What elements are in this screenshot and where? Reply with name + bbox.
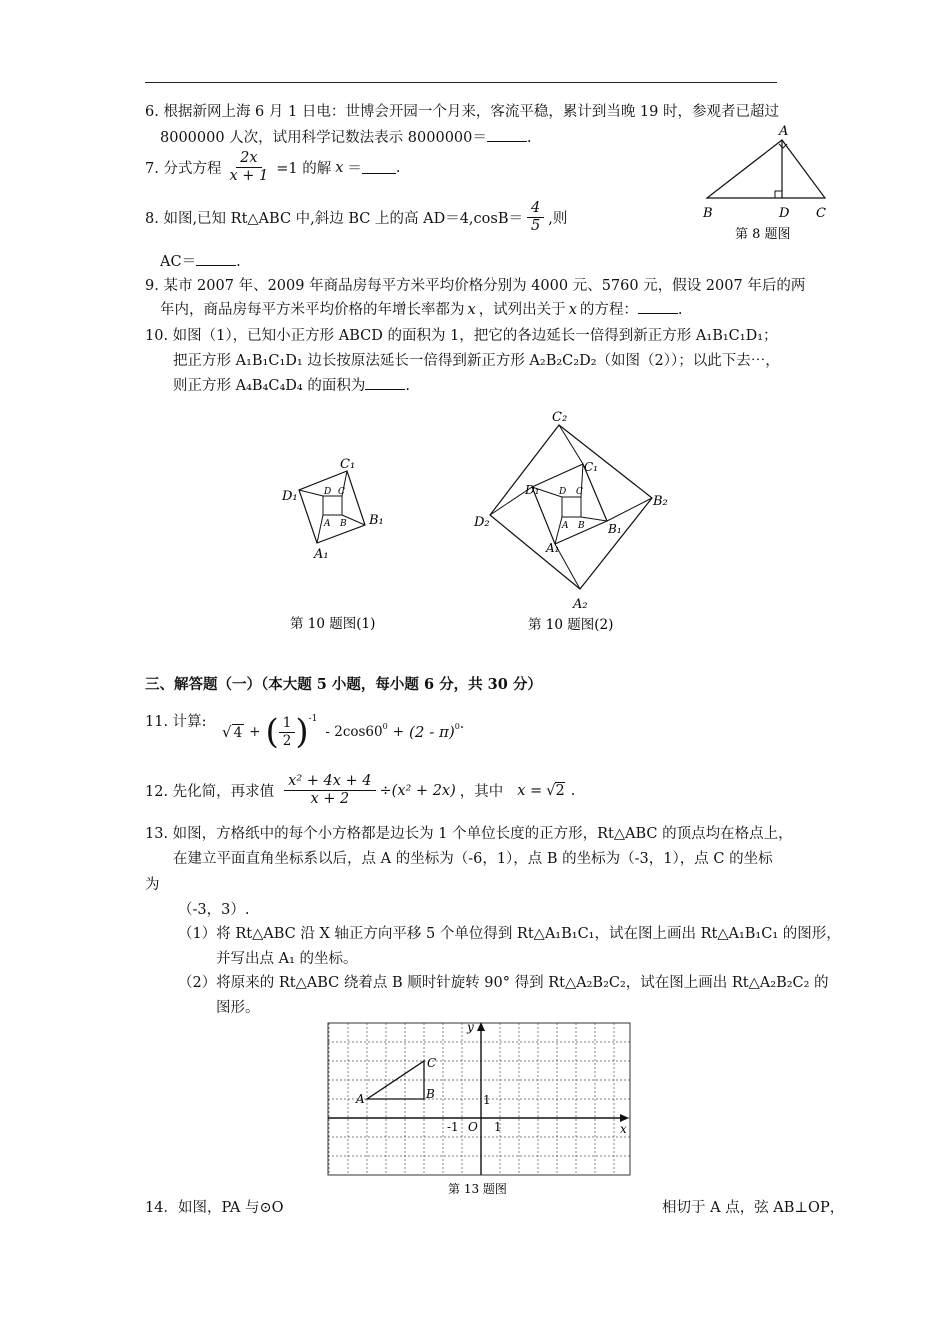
- q12-label: 12. 先化简，再求值: [145, 784, 275, 800]
- q7-fraction: [225, 150, 272, 185]
- q12-denominator: x + 2: [310, 791, 350, 807]
- fig8-label-b: B: [703, 206, 713, 221]
- q7-denominator: x + 1: [229, 168, 269, 184]
- q7-var: x: [335, 159, 344, 176]
- q6-line1: 6. 根据新网上海 6 月 1 日电：世博会开园一个月来，客流平稳，累计到当晚 19 时，参观者已超过: [145, 104, 779, 120]
- fig10a-label-b: B: [340, 519, 347, 529]
- q13-line3: 为: [145, 877, 160, 893]
- q13-part1b: 并写出点 A₁ 的坐标。: [216, 951, 358, 967]
- fig10b-label-c1: C₁: [584, 460, 598, 474]
- fig13-label-a: A: [356, 1092, 365, 1106]
- fig13-label-o: O: [468, 1120, 478, 1134]
- fig8-label-d: D: [779, 206, 790, 221]
- answer-blank: [638, 301, 678, 314]
- fig10a-label-a: A: [324, 519, 331, 529]
- section-3-title: 三、解答题（一）（本大题 5 小题，每小题 6 分，共 30 分）: [145, 676, 542, 693]
- q13-part1a: （1）将 Rt△ABC 沿 X 轴正方向平移 5 个单位得到 Rt△A₁B₁C₁，试在图上画出 Rt△A₁B₁C₁ 的图形，: [178, 926, 841, 942]
- fig8-label-a: A: [779, 124, 789, 139]
- fig13-caption: 第 13 题图: [448, 1182, 507, 1196]
- q11-paren: (2 - π): [409, 723, 455, 741]
- fig10b-label-c: C: [576, 487, 583, 497]
- q7-eq: ＝: [347, 161, 362, 177]
- q8-ac: AC＝: [160, 254, 197, 270]
- q11-dot: .: [459, 716, 465, 732]
- q13-line4: （-3，3）.: [178, 902, 250, 918]
- fig13-label-x: x: [620, 1122, 627, 1136]
- q7-mid: =1 的解: [276, 161, 332, 177]
- answer-blank: [365, 377, 405, 390]
- q12-division: ÷(x² + 2x): [379, 782, 456, 799]
- q9-end: .: [677, 302, 683, 318]
- q8: [145, 200, 567, 235]
- fig13-label-b: B: [426, 1087, 435, 1101]
- q7-end: .: [395, 159, 401, 176]
- q14-left: 14．如图，PA 与⊙O: [145, 1200, 284, 1216]
- q11-plus2: +: [392, 724, 405, 740]
- q13-line1: 13. 如图，方格纸中的每个小方格都是边长为 1 个单位长度的正方形，Rt△ABC 的顶点均在格点上，: [145, 826, 793, 842]
- q8-fraction: [527, 200, 544, 235]
- q11-cos: - 2cos60: [325, 724, 383, 740]
- fig13-label-1y: 1: [483, 1093, 491, 1107]
- q12-sqrt-value: 2: [555, 783, 565, 799]
- q11-sqrt-value: 4: [233, 724, 243, 741]
- answer-blank: [196, 253, 236, 266]
- fig10a-label-d1: D₁: [282, 489, 298, 504]
- q9-line1: 9. 某市 2007 年、2009 年商品房每平方米平均价格分别为 4000 元、5760 元，假设 2007 年后的两: [145, 278, 806, 294]
- sqrt-sign: √: [222, 723, 232, 741]
- fig13-label-neg1: -1: [447, 1120, 459, 1134]
- q11-degree: 0: [382, 722, 388, 731]
- fig10b-label-d2: D₂: [474, 515, 490, 530]
- q11-fraction: [279, 715, 296, 750]
- q8-end: .: [236, 254, 241, 270]
- right-paren: ): [295, 712, 309, 752]
- q14-right: 相切于 A 点，弦 AB⊥OP，: [662, 1200, 845, 1216]
- fig10a-label-a1: A₁: [314, 547, 329, 562]
- q10-text: 则正方形 A₄B₄C₄D₄ 的面积为: [173, 378, 366, 394]
- fig10b-label-c2: C₂: [552, 410, 568, 425]
- answer-blank: [362, 161, 396, 174]
- q11-numerator: 1: [279, 715, 296, 733]
- q12-fraction: [284, 773, 375, 808]
- q7-prefix: 7. 分式方程: [145, 161, 222, 177]
- top-rule: [145, 82, 777, 83]
- q8-line2: [160, 250, 241, 271]
- q11-exponent-zero: 0: [454, 722, 460, 731]
- fig13-label-y: y: [467, 1020, 474, 1034]
- q13-part2a: （2）将原来的 Rt△ABC 绕着点 B 顺时针旋转 90° 得到 Rt△A₂B₂C₂，试在图上画出 Rt△A₂B₂C₂ 的: [178, 975, 829, 991]
- figure-13-grid: [326, 1020, 636, 1200]
- left-paren: (: [265, 712, 279, 752]
- q13-line2: 在建立平面直角坐标系以后，点 A 的坐标为（-6，1），点 B 的坐标为（-3，1），点 C 的坐标: [173, 851, 773, 867]
- fig10b-label-d1: D₁: [525, 483, 540, 497]
- fig10a-label-c1: C₁: [340, 457, 356, 472]
- q8-prefix: 8. 如图,已知 Rt△ABC 中,斜边 BC 上的高 AD＝4,cosB＝: [145, 211, 523, 227]
- q11-plus: +: [249, 724, 261, 740]
- q11-label: 11. 计算:: [145, 714, 207, 730]
- q12-end: .: [570, 782, 576, 799]
- fig10b-label-d: D: [559, 487, 567, 497]
- q12-where: ，其中: [459, 784, 504, 800]
- fig8-caption: 第 8 题图: [735, 227, 791, 242]
- fig10a-label-d: D: [324, 487, 332, 497]
- q9-var2: x: [568, 302, 577, 318]
- q11-denominator: 2: [282, 732, 292, 749]
- fig10b-label-a2: A₂: [573, 597, 588, 612]
- fig10b-label-a1: A₁: [546, 541, 560, 555]
- fig10b-caption: 第 10 题图(2): [528, 617, 614, 633]
- q7-numerator: 2x: [236, 150, 261, 168]
- q8-suffix: ,则: [548, 211, 568, 227]
- q8-denominator: 5: [531, 218, 541, 234]
- q12-x-equals: x =: [517, 782, 543, 799]
- q9-text-b: ，试列出关于: [478, 302, 566, 318]
- q12-numerator: x² + 4x + 4: [284, 773, 375, 791]
- fig13-label-1x: 1: [494, 1120, 502, 1134]
- q9-text-a: 年内，商品房每平方米平均价格的年增长率都为: [160, 302, 465, 318]
- q7: [145, 150, 401, 185]
- figure-8: [695, 120, 845, 248]
- q11-exponent: -1: [308, 714, 318, 724]
- fig10a-caption: 第 10 题图(1): [290, 616, 376, 632]
- q9-text-c: 的方程：: [579, 302, 638, 318]
- q10-line1: 10. 如图（1），已知小正方形 ABCD 的面积为 1，把它的各边延长一倍得到新正方形 A₁B₁C₁D₁；: [145, 328, 778, 344]
- figure-10-2: [470, 405, 690, 640]
- fig10b-label-b1: B₁: [608, 522, 622, 536]
- fig10b-label-b: B: [578, 521, 585, 531]
- q6-text: 8000000 人次，试用科学记数法表示 8000000＝: [160, 130, 487, 146]
- q6-line2: [160, 126, 531, 147]
- fig10b-label-a: A: [562, 521, 569, 531]
- q8-numerator: 4: [527, 200, 544, 218]
- q9-line2: [160, 298, 682, 319]
- answer-blank: [487, 129, 527, 142]
- q9-var: x: [467, 302, 476, 318]
- q6-end: .: [526, 130, 532, 146]
- fig13-label-c: C: [427, 1056, 437, 1070]
- figure-10-1: [270, 448, 410, 638]
- q10-end: .: [405, 378, 410, 394]
- q10-line3: [173, 374, 410, 395]
- q13-part2b: 图形。: [216, 1000, 260, 1016]
- q12: 12. 先化简，再求值 $\frac{\text{x² + 4x + 4}}{x + 2}$ ÷(x² + 2x) ，其中 x = √ 2 .: [145, 773, 576, 807]
- fig8-label-c: C: [816, 206, 826, 221]
- q11-expression: [222, 712, 464, 752]
- fig10a-label-b1: B₁: [369, 513, 384, 528]
- q10-line2: 把正方形 A₁B₁C₁D₁ 边长按原法延长一倍得到新正方形 A₂B₂C₂D₂（如图（2））；以此下去⋯，: [173, 353, 780, 369]
- fig10b-label-b2: B₂: [653, 494, 668, 509]
- fig10a-label-c: C: [338, 487, 345, 497]
